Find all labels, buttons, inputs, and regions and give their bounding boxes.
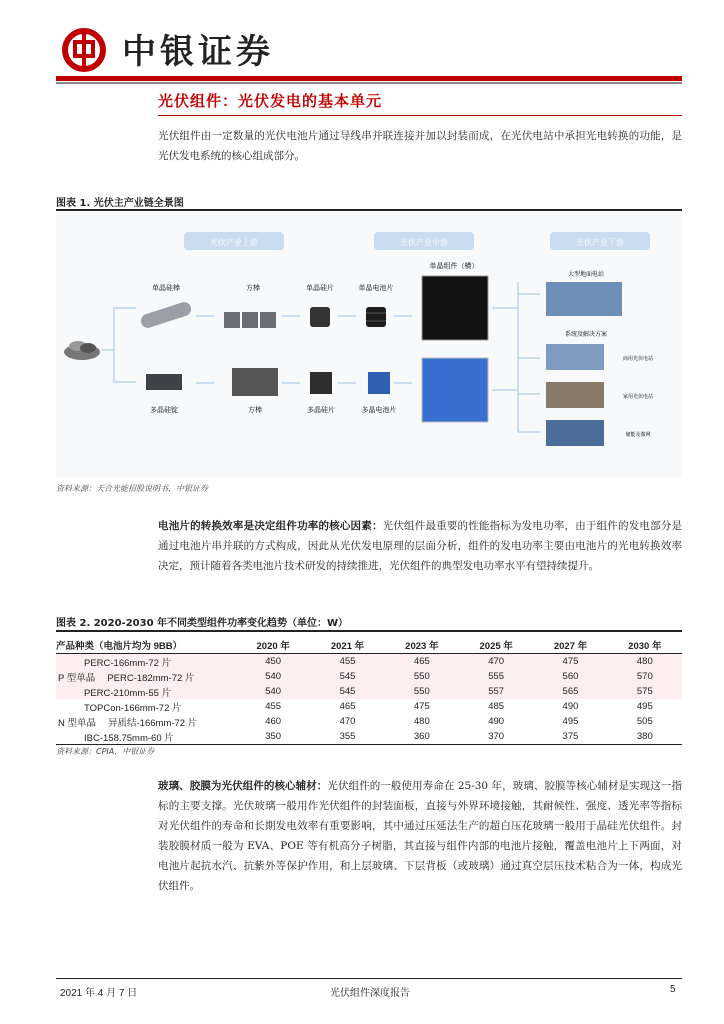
value-cell: 505	[636, 716, 653, 727]
intro-paragraph: 光伏组件由一定数量的光伏电池片通过导线串并联连接并加以封装而成，在光伏电站中承担光电转换的功能，是光伏发电系统的核心组成部分。	[158, 130, 682, 162]
label-ground-station: 大型地面电站	[567, 271, 605, 278]
label-poly-cell: 多晶电池片	[361, 406, 397, 414]
commercial-station-shape	[546, 344, 604, 370]
value-cell: 570	[608, 669, 682, 684]
value-cell: 575	[608, 684, 682, 699]
header-2023: 2023 年	[385, 636, 459, 654]
footer-rule	[56, 978, 682, 979]
stage-midstream: 光伏产业中游	[400, 238, 448, 247]
value-cell: 540	[236, 669, 310, 684]
materials-text: 光伏组件的一般使用寿命在 25-30 年，玻璃、胶膜等核心辅材是实现这一指标的主要支撑。光伏玻璃一般用作光伏组件的封装面板，直接与外界环境接触，其耐候性、强度、透光率等指标对光伏组件的寿命和长期发电效率有重要影响，其中通过压延法生产的超白压花玻璃一般用于晶硅光伏组件。封装胶膜材质一般为 EVA、POE 等有机高分子树脂，其直接与组件内部的电池片接触，覆盖电池片上下两面，对电池片起抗水汽、抗紫外等保护作用，和上层玻璃、下层背板（或玻璃）通过真空层压技术粘合为一体，构成光伏组件。	[158, 780, 683, 892]
figure1-title: 图表 1. 光伏主产业链全景图	[56, 198, 184, 209]
label-poly-ingot: 多晶硅锭	[150, 406, 178, 414]
table-title: 图表 2. 2020-2030 年不同类型组件功率变化趋势（单位：W）	[56, 618, 349, 629]
value-cell: 470	[459, 654, 533, 670]
mono-ingot-shape	[139, 300, 193, 329]
value-cell: 360	[385, 729, 459, 745]
product-cell: PERC-166mm-72 片	[56, 654, 236, 670]
value-cell: 460	[265, 716, 282, 727]
value-cell: 550	[385, 669, 459, 684]
category-cell: P 型单晶 PERC-182mm-72 片	[56, 669, 236, 684]
value-cell: 495	[562, 716, 579, 727]
efficiency-paragraph	[158, 516, 682, 576]
poly-cell-shape	[368, 372, 390, 394]
label-solutions: 系统及解决方案	[564, 331, 608, 338]
value-cell: 450	[236, 654, 310, 670]
header-rule	[56, 76, 682, 81]
home-station-shape	[546, 382, 604, 408]
label-mono-module: 单晶组件（横）	[429, 262, 479, 270]
value-cell: 375	[533, 729, 607, 745]
label-commercial: 商用光伏电站	[622, 356, 654, 362]
poly-square-shape	[232, 368, 278, 396]
industry-chain-diagram	[56, 212, 682, 478]
stage-upstream: 光伏产业上游	[210, 238, 258, 247]
label-poly-square: 方棒	[248, 406, 262, 414]
figure1-rule	[56, 209, 682, 211]
label-storage: 储能及微网	[625, 432, 651, 438]
table-top-rule	[56, 630, 682, 632]
header-rule-thin	[56, 82, 682, 84]
silicon-material-icon	[64, 341, 100, 360]
table-row	[56, 729, 682, 745]
mono-square-rods-shape	[224, 312, 276, 328]
value-cell: 480	[608, 654, 682, 670]
bank-of-china-logo-icon	[62, 28, 114, 72]
value-cell: 485	[488, 701, 505, 712]
header-2021: 2021 年	[310, 636, 384, 654]
value-cell: 480	[413, 716, 430, 727]
industry-chain-svg	[56, 212, 682, 478]
value-cell: 557	[459, 684, 533, 699]
mono-module-shape	[422, 276, 488, 340]
value-cell: 565	[533, 684, 607, 699]
branch-lines	[102, 308, 136, 382]
table-source: 资料来源：CPIA，中银证券	[56, 747, 155, 756]
mono-cell-shape	[366, 307, 386, 327]
mono-wafer-shape	[310, 307, 330, 327]
table-row	[56, 714, 682, 729]
module-power-table	[56, 636, 682, 745]
value-cell: 490	[488, 716, 505, 727]
table-row	[56, 669, 682, 684]
value-cell: 465	[339, 701, 356, 712]
footer-date: 2021 年 4 月 7 日	[60, 988, 138, 999]
value-cell: 545	[310, 669, 384, 684]
value-cell: 475	[533, 654, 607, 670]
poly-ingot-shape	[146, 374, 182, 390]
value-cell: 475	[413, 701, 430, 712]
value-cell: 550	[385, 684, 459, 699]
table-row	[56, 699, 682, 714]
downstream-connectors	[492, 282, 540, 432]
label-mono-cell: 单晶电池片	[358, 284, 394, 292]
header-2030: 2030 年	[608, 636, 682, 654]
value-cell: 455	[310, 654, 384, 670]
value-cell: 560	[533, 669, 607, 684]
brand-name: 中银证券	[122, 32, 274, 72]
footer-report-name: 光伏组件深度报告	[330, 988, 410, 999]
value-cell: 355	[310, 729, 384, 745]
label-mono-wafer: 单晶硅片	[306, 284, 334, 292]
product-cell: TOPCon-166mm-72 片	[84, 702, 182, 714]
value-cell: 350	[236, 729, 310, 745]
table-row	[56, 654, 682, 670]
efficiency-lead: 电池片的转换效率是决定组件功率的核心因素：	[158, 520, 383, 532]
header-product: 产品种类（电池片均为 9BB）	[56, 636, 236, 654]
figure1-source: 资料来源：天合光能招股说明书，中银证券	[56, 484, 208, 493]
value-cell: 380	[608, 729, 682, 745]
table-header-row	[56, 636, 682, 654]
header-2027: 2027 年	[533, 636, 607, 654]
materials-paragraph	[158, 776, 682, 896]
value-cell: 495	[636, 701, 653, 712]
ground-station-shape	[546, 282, 622, 316]
product-cell: IBC-158.75mm-60 片	[56, 729, 236, 745]
category-cell: N 型单晶 异质结-166mm-72 片	[58, 717, 198, 729]
label-mono-ingot: 单晶硅棒	[152, 284, 180, 292]
section-underline	[158, 115, 682, 116]
page-number: 5	[670, 984, 676, 995]
value-cell: 490	[562, 701, 579, 712]
poly-module-shape	[422, 358, 488, 422]
label-mono-square: 方棒	[246, 284, 260, 292]
label-poly-wafer: 多晶硅片	[307, 406, 335, 414]
product-cell: PERC-210mm-55 片	[56, 684, 236, 699]
materials-lead: 玻璃、胶膜为光伏组件的核心辅材：	[158, 780, 328, 792]
value-cell: 545	[310, 684, 384, 699]
value-cell: 455	[265, 701, 282, 712]
storage-shape	[546, 420, 604, 446]
poly-wafer-shape	[310, 372, 332, 394]
table-row	[56, 684, 682, 699]
stage-downstream: 光伏产业下游	[576, 238, 624, 247]
header-2020: 2020 年	[236, 636, 310, 654]
label-home: 家用光伏电站	[622, 394, 654, 400]
section-title: 光伏组件：光伏发电的基本单元	[158, 92, 383, 110]
value-cell: 470	[339, 716, 356, 727]
value-cell: 540	[236, 684, 310, 699]
value-cell: 555	[459, 669, 533, 684]
value-cell: 465	[385, 654, 459, 670]
efficiency-text: 光伏组件最重要的性能指标为发电功率，由于组件的发电部分是通过电池片串并联的方式构成，因此从光伏发电原理的层面分析，组件的发电功率主要由电池片的光电转换效率决定，预计随着各类电池片技术研发的持续推进，光伏组件的典型发电功率水平有望持续提升。	[158, 520, 682, 572]
value-cell: 370	[459, 729, 533, 745]
header-2025: 2025 年	[459, 636, 533, 654]
